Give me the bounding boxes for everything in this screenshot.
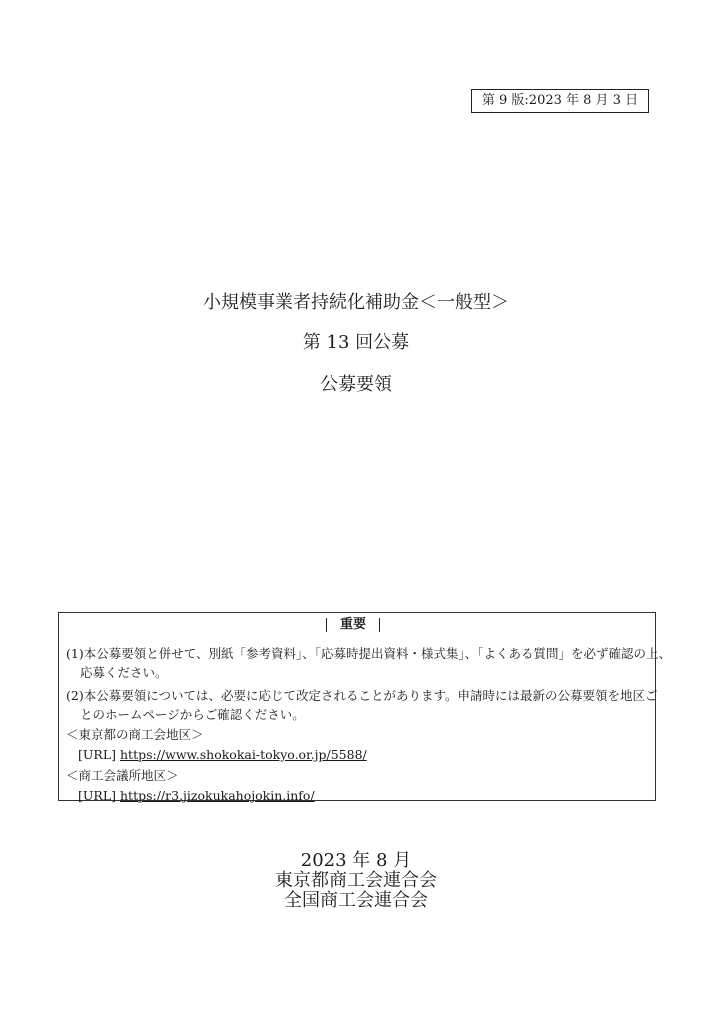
tokyo-shokokai-link[interactable]: https://www.shokokai-tokyo.or.jp/5588/ — [120, 747, 367, 762]
issuer-national: 全国商工会連合会 — [284, 890, 428, 911]
document-title: 小規模事業者持続化補助金＜一般型＞ — [203, 292, 509, 313]
important-header: 重要 — [320, 616, 386, 634]
shokokaigisho-link[interactable]: https://r3.jizokukahojokin.info/ — [120, 788, 315, 803]
issue-date: 2023 年 8 月 — [300, 850, 412, 871]
notice-item-1-cont: 応募ください。 — [80, 665, 168, 680]
notice-item-2: (2)本公募要領については、必要に応じて改定されることがあります。申請時には最新の公募要領を地区ご — [66, 688, 658, 703]
url-prefix: [URL] — [78, 788, 117, 803]
version-label: 第 9 版:2023 年 8 月 3 日 — [471, 89, 649, 113]
document-subtitle: 公募要領 — [320, 374, 392, 395]
url-prefix: [URL] — [78, 747, 117, 762]
shokokaigisho-heading: ＜商工会議所地区＞ — [66, 768, 179, 783]
tokyo-url-row — [78, 746, 367, 764]
notice-item-1: (1)本公募要領と併せて、別紙「参考資料」、「応募時提出資料・様式集」、「よくある質問」を必ず確認の上、 — [66, 646, 671, 661]
tokyo-shokokai-heading: ＜東京都の商工会地区＞ — [66, 727, 204, 742]
document-round: 第 13 回公募 — [302, 332, 410, 353]
notice-item-2-cont: とのホームページからご確認ください。 — [80, 707, 305, 722]
shokokaigisho-url-row — [78, 787, 315, 805]
issuer-tokyo: 東京都商工会連合会 — [275, 870, 437, 891]
